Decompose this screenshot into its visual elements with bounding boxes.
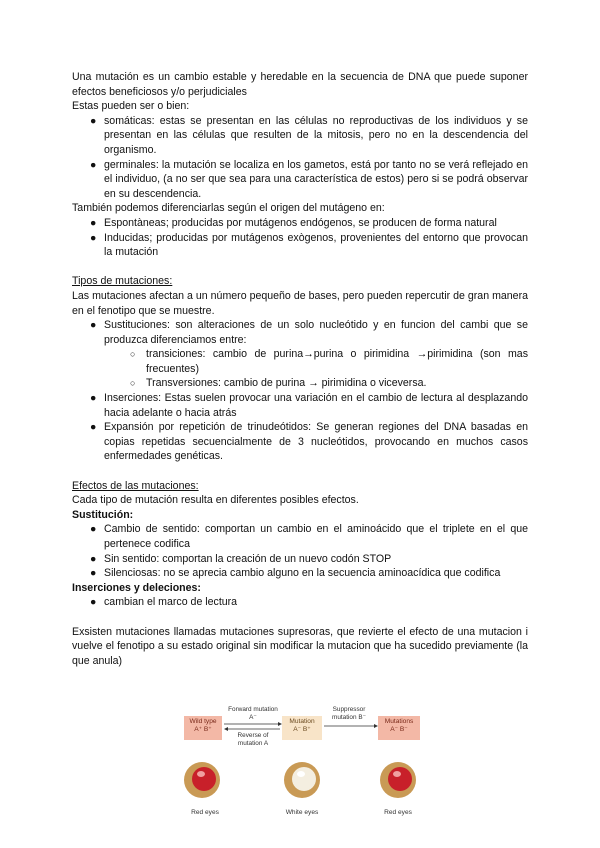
bullet-icon: ● xyxy=(90,523,97,536)
bullet-icon: ● xyxy=(90,114,97,127)
list-item: ● somáticas: estas se presentan en las células no reproductivas de los individuos y se presentan en las células que resulten de la mitosis, pero no en la descendencia del organismo. xyxy=(90,114,528,156)
bullet-icon: ● xyxy=(90,158,97,171)
effects-heading: Efectos de las mutaciones: xyxy=(72,479,199,492)
reverse-label: Reverse of mutation A xyxy=(237,732,269,747)
bullet-icon: ● xyxy=(90,319,97,332)
list-item: ● Cambio de sentido: comportan un cambio en el aminoácido que el triplete en el que pertenece codifica xyxy=(90,523,528,550)
list-item: ● Expansión por repetición de trinudeótidos: Se generan regiones del DNA basadas en copias repetidas secuencialmente de 3 nucleótidos, provocando en muchos casos enfermedades genéticas. xyxy=(90,421,528,463)
origin-intro: También podemos diferenciarlas según el origen del mutágeno en: xyxy=(72,202,385,215)
white-eye xyxy=(284,762,320,798)
substitution-sublist xyxy=(72,347,528,391)
bullet-icon: ● xyxy=(90,392,97,405)
wild-type-box: Wild type A⁺ B⁺ xyxy=(184,716,222,740)
suppressor-label: Suppressor mutation B⁻ xyxy=(332,706,366,721)
bullet-icon: ● xyxy=(90,552,97,565)
mutations-box: Mutations A⁻ B⁻ xyxy=(378,716,420,740)
bullet-icon: ● xyxy=(90,596,97,609)
types-list xyxy=(72,318,528,464)
mutation-box: Mutation A⁻ B⁺ xyxy=(282,716,322,740)
bullet-icon: ● xyxy=(90,216,97,229)
arrows-svg xyxy=(180,700,420,760)
red-eye-1 xyxy=(184,762,220,798)
list-item: ● Inducidas; producidas por mutágenos exògenos, provenientes del entorno que provocan la mutación xyxy=(90,231,528,259)
suppressor-arrowhead xyxy=(374,724,378,728)
mutation-scope-list xyxy=(72,114,528,202)
sub-list-item: ○ transiciones: cambio de purina→purina o pirimidina →pirimidina (son mas frecuentes) xyxy=(130,348,528,375)
intro-paragraph: Una mutación es un cambio estable y heredable en la secuencia de DNA que puede suponer efectos beneficiosos y/o perjudiciales xyxy=(72,71,528,98)
forward-arrowhead xyxy=(278,722,282,726)
red-eye-2 xyxy=(380,762,416,798)
substitution-effects-list xyxy=(72,522,528,580)
list-item: ● Espontàneas; producidas por mutágenos endógenos, se producen de forma natural xyxy=(90,216,497,229)
list-item: ● Silenciosas: no se aprecia cambio alguno en la secuencia aminoacídica que codifica xyxy=(90,567,501,580)
eyes-svg xyxy=(180,756,420,806)
forward-label: Forward mutation A⁻ xyxy=(228,706,278,721)
list-item: ● Inserciones: Estas suelen provocar una variación en el cambio de lectura al desplazando hacia adelante o hacia atrás xyxy=(90,392,528,419)
bullet-icon: ● xyxy=(90,231,97,244)
indel-effects-list xyxy=(72,595,528,610)
list-item: ● Sin sentido: comportan la creación de un nuevo codón STOP xyxy=(90,552,392,565)
list-item: ● cambian el marco de lectura xyxy=(90,596,238,609)
indel-heading: Inserciones y deleciones: xyxy=(72,581,201,594)
types-heading: Tipos de mutaciones: xyxy=(72,275,173,288)
eye-caption-1: Red eyes xyxy=(191,809,219,816)
closing-paragraph: Exsisten mutaciones llamadas mutaciones supresoras, que revierte el efecto de una mutacion i vuelve el fenotipo a su estado original sin modificar la mutacion que ha sucedido previamente (la que anula) xyxy=(72,625,528,667)
list-item: ● Sustituciones: son alteraciones de un solo nucleótido y en funcion del cambi que se produzca diferenciamos entre: ○ transiciones: cambio de purina→purina o pirimidina →pirimidina (son mas frecuentes) ○ Transversiones: cambio de purina → pirimidina o viceversa. xyxy=(72,318,528,391)
effects-intro: Cada tipo de mutación resulta en diferentes posibles efectos. xyxy=(72,494,359,507)
suppressor-mutation-figure xyxy=(180,700,420,820)
eye-caption-2: White eyes xyxy=(285,809,319,816)
substitution-heading: Sustitución: xyxy=(72,508,134,521)
reverse-arrowhead xyxy=(224,727,228,731)
types-intro: Las mutaciones afectan a un número pequeño de bases, pero pueden repercutir de gran manera en el fenotipo que se muestre. xyxy=(72,289,528,317)
intro-line-2: Estas pueden ser o bien: xyxy=(72,100,190,113)
sub-list-item: ○ Transversiones: cambio de purina → pirimidina o viceversa. xyxy=(130,377,427,390)
mutation-origin-list xyxy=(72,216,528,260)
bullet-icon: ● xyxy=(90,567,97,580)
circle-bullet-icon: ○ xyxy=(130,378,136,389)
bullet-icon: ● xyxy=(90,421,97,434)
list-item: ● germinales: la mutación se localiza en los gametos, está por tanto no se verá reflejado en el individuo, (a no ser que sea para una característica de estos) pero si se podrá observar en su descendencia. xyxy=(90,158,528,200)
circle-bullet-icon: ○ xyxy=(130,349,136,360)
eye-caption-3: Red eyes xyxy=(384,809,412,816)
document-body xyxy=(72,70,528,668)
